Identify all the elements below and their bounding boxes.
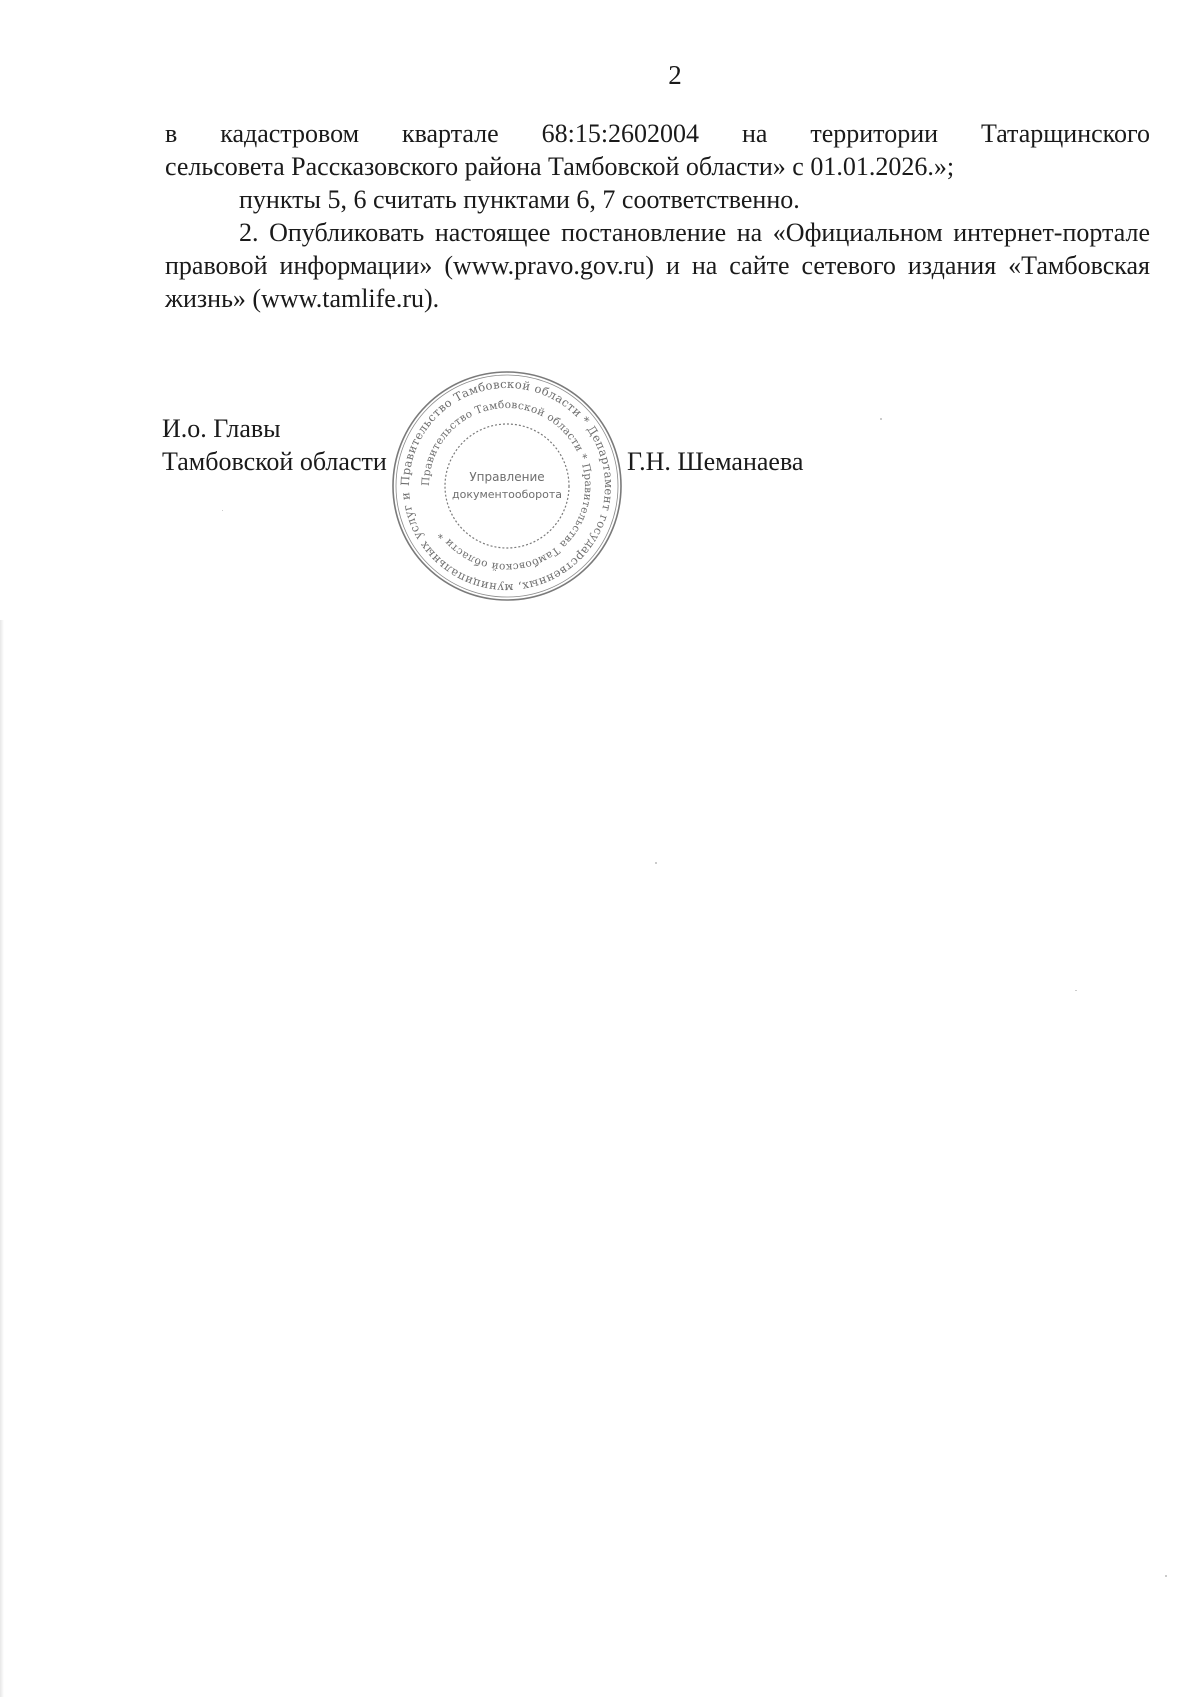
signatory-title-line: Тамбовской области (162, 447, 387, 476)
paragraph-line: сельсовета Рассказовского района Тамбовской области» с 01.01.2026.»; (165, 152, 955, 181)
paragraph-line: в кадастровом квартале 68:15:2602004 на территории Татарщинского (165, 119, 1150, 148)
paragraph: 2. Опубликовать настоящее постановление на «Официальном интернет-портале правовой информации» (www.pravo.gov.ru) и на сайте сетевого издания «Тамбовская жизнь» (www.tamlife.ru). (165, 218, 1150, 313)
signatory-title (162, 412, 387, 478)
scan-speck (880, 418, 882, 420)
page-number: 2 (668, 60, 682, 90)
seal-icon (388, 367, 626, 605)
signatory-name: Г.Н. Шеманаева (627, 447, 804, 476)
seal-outer-ring-text: Правительство Тамбовской области * Департамент государственных, муниципальных услуг и (397, 376, 617, 596)
scan-speck (222, 510, 223, 511)
scan-speck (655, 862, 657, 864)
scan-speck (1165, 1575, 1167, 1577)
scan-edge-shadow (0, 620, 4, 1697)
paragraph: пункты 5, 6 считать пунктами 6, 7 соответственно. (239, 185, 800, 214)
scan-speck (1075, 990, 1077, 991)
seal-center-line-1: Управление (469, 470, 545, 484)
seal-center-line-2: документооборота (452, 488, 562, 501)
official-seal-stamp (388, 367, 626, 605)
seal-inner-ring-text: Правительство Тамбовской области * Правительства Тамбовской области * (419, 398, 595, 574)
document-body (165, 117, 1150, 315)
signatory-title-line: И.о. Главы (162, 414, 281, 443)
